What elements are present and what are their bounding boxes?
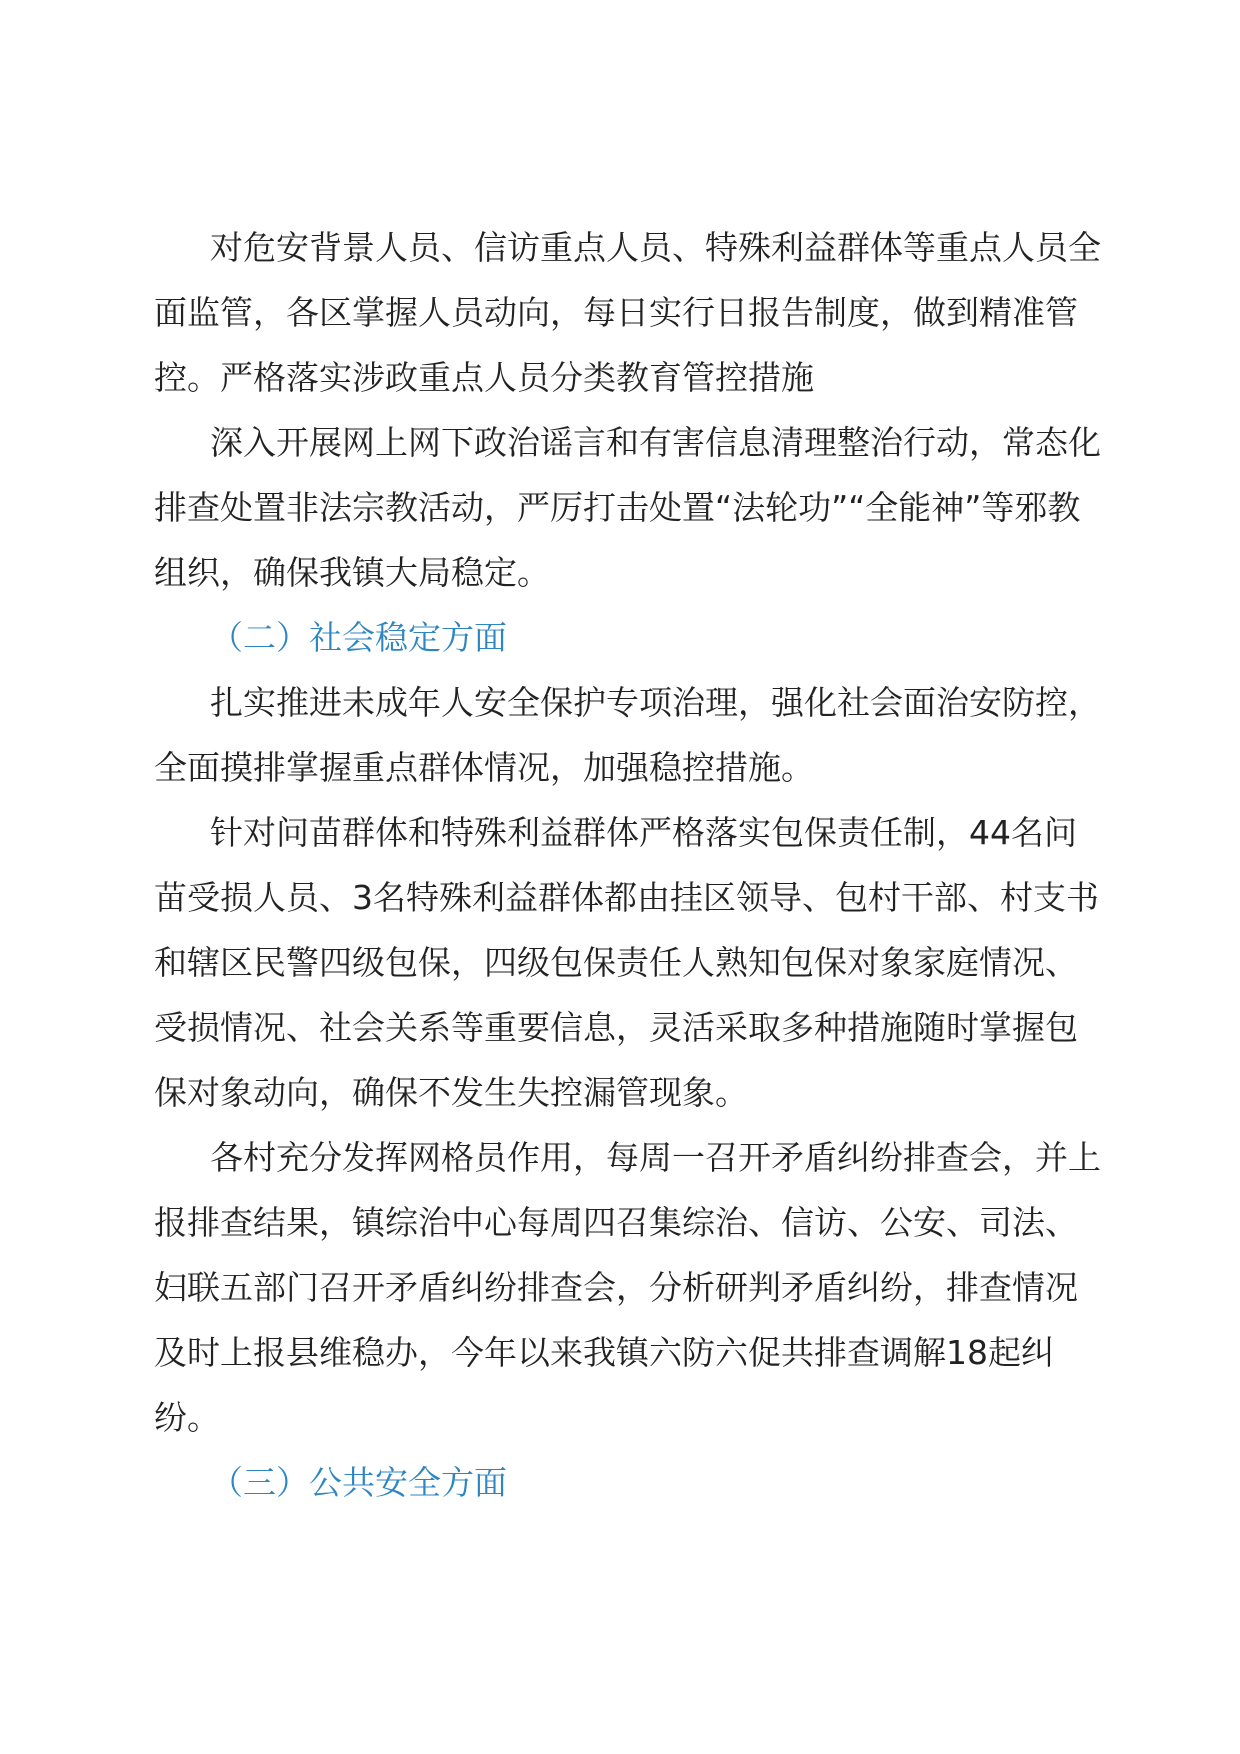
section-heading-public-safety: （三）公共安全方面 [210,1463,507,1502]
document-body [154,215,1104,1515]
paragraph-dispute-screening: 各村充分发挥网格员作用，每周一召开矛盾纠纷排查会，并上报排查结果，镇综治中心每周四召集综治、信访、公安、司法、妇联五部门召开矛盾纠纷排查会，分析研判矛盾纠纷，排查情况及时上报县维稳办，今年以来我镇六防六促共排查调解18起纠纷。 [154,1138,1101,1437]
section-heading-social-stability: （二）社会稳定方面 [210,618,507,657]
paragraph-key-personnel-control: 对危安背景人员、信访重点人员、特殊利益群体等重点人员全面监管，各区掌握人员动向，每日实行日报告制度，做到精准管控。严格落实涉政重点人员分类教育管控措施 [154,228,1101,397]
paragraph-responsibility-system: 针对问苗群体和特殊利益群体严格落实包保责任制，44名问苗受损人员、3名特殊利益群体都由挂区领导、包村干部、村支书和辖区民警四级包保，四级包保责任人熟知包保对象家庭情况、受损情况、社会关系等重要信息，灵活采取多种措施随时掌握包保对象动向，确保不发生失控漏管现象。 [154,813,1099,1112]
paragraph-rumor-cleanup: 深入开展网上网下政治谣言和有害信息清理整治行动，常态化排查处置非法宗教活动，严厉打击处置“法轮功”“全能神”等邪教组织，确保我镇大局稳定。 [154,423,1101,592]
paragraph-minor-protection: 扎实推进未成年人安全保护专项治理，强化社会面治安防控，全面摸排掌握重点群体情况，加强稳控措施。 [154,683,1101,787]
